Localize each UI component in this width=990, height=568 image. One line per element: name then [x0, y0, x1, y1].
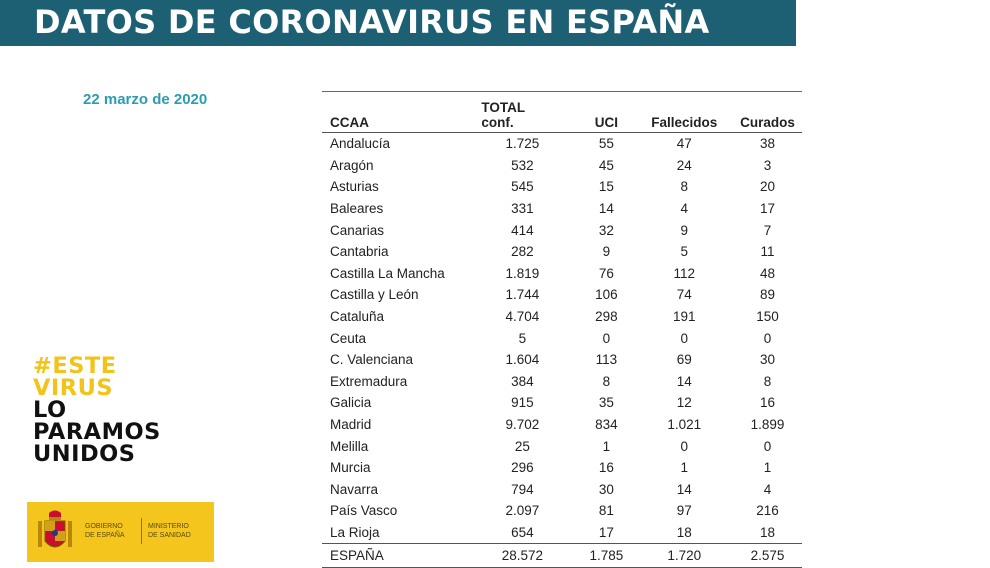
table-header-row: [322, 92, 802, 133]
table-row: [322, 371, 802, 393]
header-banner: [0, 0, 796, 46]
region-name: Cataluña: [330, 309, 385, 325]
uci-cases: 81: [598, 503, 614, 519]
ministerio-text-2: DE SANIDAD: [148, 532, 191, 539]
spain-coat-of-arms-icon: [36, 509, 74, 557]
deaths: 1: [680, 460, 689, 476]
confirmed-cases: 9.702: [505, 417, 540, 433]
confirmed-cases: 2.097: [505, 503, 540, 519]
table-row: [322, 435, 802, 457]
uci-cases: 9: [602, 244, 611, 260]
confirmed-cases: 25: [514, 438, 530, 454]
recovered: 1.899: [750, 417, 785, 433]
gobierno-text-1: GOBIERNO: [85, 523, 123, 530]
slogan-line-4: PARAMOS: [33, 419, 161, 445]
table-row: [322, 414, 802, 436]
recovered: 30: [760, 352, 776, 368]
table-row: [322, 284, 802, 306]
table-row: [322, 241, 802, 263]
total-name: ESPAÑA: [322, 544, 467, 568]
gobierno-text-2: DE ESPAÑA: [85, 532, 125, 539]
confirmed-cases: 331: [511, 201, 534, 217]
recovered: 4: [763, 481, 772, 497]
uci-cases: 55: [598, 136, 614, 152]
slogan-line-3: LO: [33, 397, 67, 423]
recovered: 1: [763, 460, 772, 476]
confirmed-cases: 654: [511, 524, 534, 540]
total-fallecidos: 1.720: [635, 544, 733, 568]
uci-cases: 298: [595, 309, 618, 325]
government-logo: [27, 502, 214, 562]
uci-cases: 16: [598, 460, 614, 476]
recovered: 0: [763, 438, 772, 454]
region-name: Murcia: [330, 460, 371, 476]
uci-cases: 834: [595, 417, 618, 433]
deaths: 14: [676, 481, 692, 497]
confirmed-cases: 545: [511, 179, 534, 195]
region-name: Andalucía: [330, 136, 391, 152]
logo-separator: [141, 518, 142, 544]
confirmed-cases: 532: [511, 157, 534, 173]
slogan-line-1: #ESTE: [33, 353, 117, 379]
table-row: [322, 219, 802, 241]
header-total-confirmed: [467, 92, 577, 133]
uci-cases: 76: [598, 265, 614, 281]
header-curados: Curados: [733, 92, 802, 133]
deaths: 112: [673, 265, 696, 281]
recovered: 0: [763, 330, 772, 346]
header-uci: UCI: [577, 92, 635, 133]
uci-cases: 45: [598, 157, 614, 173]
confirmed-cases: 1.725: [505, 136, 540, 152]
recovered: 7: [763, 222, 772, 238]
deaths: 8: [680, 179, 689, 195]
ministerio-text-1: MINISTERIO: [148, 523, 189, 530]
region-name: La Rioja: [330, 524, 380, 540]
coronavirus-data-table: [322, 91, 802, 568]
region-name: Castilla y León: [330, 287, 419, 303]
table-row: [322, 176, 802, 198]
total-confirmed: 28.572: [467, 544, 577, 568]
recovered: 18: [760, 524, 776, 540]
recovered: 16: [760, 395, 776, 411]
uci-cases: 106: [595, 287, 618, 303]
table-row: [322, 349, 802, 371]
deaths: 1.021: [667, 417, 702, 433]
region-name: Cantabria: [330, 244, 389, 260]
uci-cases: 8: [602, 373, 611, 389]
uci-cases: 14: [598, 201, 614, 217]
confirmed-cases: 4.704: [505, 309, 540, 325]
deaths: 4: [680, 201, 689, 217]
recovered: 216: [756, 503, 779, 519]
uci-cases: 15: [598, 179, 614, 195]
uci-cases: 17: [598, 524, 614, 540]
region-name: Asturias: [330, 179, 379, 195]
recovered: 8: [763, 373, 772, 389]
recovered: 3: [763, 157, 772, 173]
deaths: 191: [673, 309, 696, 325]
region-name: Canarias: [330, 222, 385, 238]
uci-cases: 35: [598, 395, 614, 411]
page-title: DATOS DE CORONAVIRUS EN ESPAÑA: [34, 3, 710, 41]
total-curados: 2.575: [733, 544, 802, 568]
deaths: 0: [680, 438, 689, 454]
region-name: Castilla La Mancha: [330, 265, 445, 281]
table-row: [322, 522, 802, 544]
recovered: 48: [760, 265, 776, 281]
confirmed-cases: 296: [511, 460, 534, 476]
report-date: 22 marzo de 2020: [83, 91, 208, 108]
recovered: 89: [760, 287, 776, 303]
deaths: 24: [676, 157, 692, 173]
confirmed-cases: 5: [518, 330, 527, 346]
recovered: 11: [760, 244, 775, 260]
recovered: 150: [756, 309, 779, 325]
region-name: País Vasco: [330, 503, 398, 519]
slogan-line-2: VIRUS: [33, 375, 114, 401]
region-name: Baleares: [330, 201, 384, 217]
confirmed-cases: 794: [511, 481, 534, 497]
table-row: [322, 198, 802, 220]
region-name: Melilla: [330, 438, 369, 454]
region-name: Madrid: [330, 417, 372, 433]
deaths: 47: [676, 136, 692, 152]
uci-cases: 30: [598, 481, 614, 497]
confirmed-cases: 384: [511, 373, 534, 389]
campaign-slogan: [33, 355, 161, 465]
uci-cases: 32: [598, 222, 614, 238]
uci-cases: 0: [602, 330, 611, 346]
deaths: 18: [676, 524, 692, 540]
total-uci: 1.785: [577, 544, 635, 568]
region-name: Extremadura: [330, 373, 408, 389]
confirmed-cases: 1.604: [505, 352, 540, 368]
deaths: 12: [676, 395, 692, 411]
deaths: 97: [676, 503, 692, 519]
table-row: [322, 500, 802, 522]
table-row: [322, 155, 802, 177]
deaths: 9: [680, 222, 689, 238]
deaths: 0: [680, 330, 689, 346]
table-row: [322, 327, 802, 349]
region-name: Navarra: [330, 481, 379, 497]
region-name: Aragón: [330, 157, 374, 173]
deaths: 69: [676, 352, 692, 368]
slogan-line-5: UNIDOS: [33, 441, 136, 467]
deaths: 74: [676, 287, 692, 303]
region-name: C. Valenciana: [330, 352, 414, 368]
region-name: Ceuta: [330, 330, 367, 346]
uci-cases: 1: [602, 438, 611, 454]
region-name: Galicia: [330, 395, 372, 411]
recovered: 38: [760, 136, 776, 152]
recovered: 17: [760, 201, 776, 217]
table-row: [322, 479, 802, 501]
total-row: [322, 544, 802, 568]
table-row: [322, 306, 802, 328]
confirmed-cases: 282: [511, 244, 534, 260]
confirmed-cases: 915: [511, 395, 534, 411]
table-row: [322, 392, 802, 414]
header-total-bottom: conf.: [481, 115, 514, 130]
table-row: [322, 263, 802, 285]
deaths: 5: [680, 244, 689, 260]
confirmed-cases: 414: [511, 222, 534, 238]
table-row: [322, 457, 802, 479]
uci-cases: 113: [595, 352, 618, 368]
confirmed-cases: 1.819: [505, 265, 540, 281]
header-ccaa: CCAA: [322, 92, 467, 133]
confirmed-cases: 1.744: [505, 287, 540, 303]
table-row: [322, 133, 802, 155]
deaths: 14: [676, 373, 692, 389]
header-fallecidos: Fallecidos: [635, 92, 733, 133]
header-total-top: TOTAL: [481, 100, 526, 115]
recovered: 20: [760, 179, 776, 195]
